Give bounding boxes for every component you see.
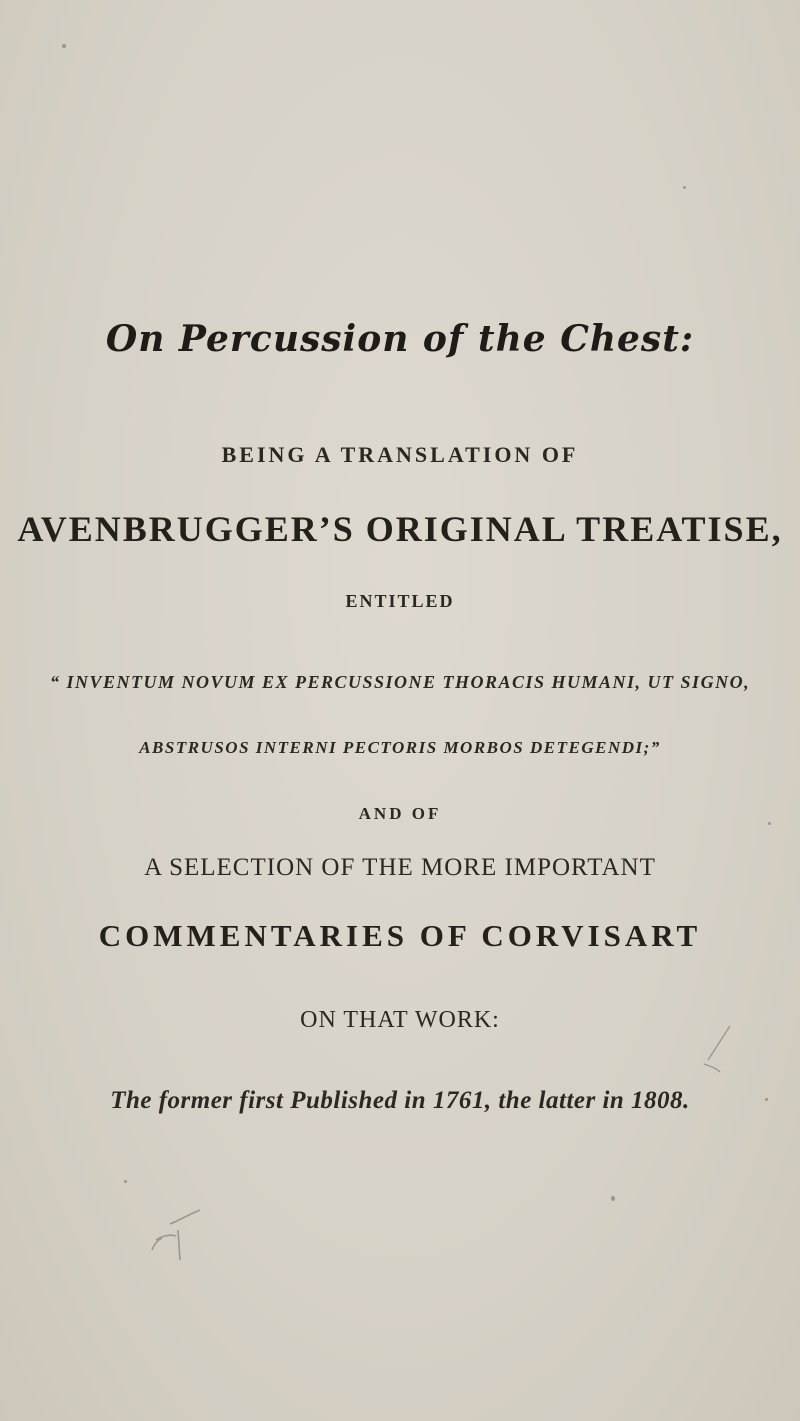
treatise-line: AVENBRUGGER’S ORIGINAL TREATISE, <box>17 509 783 549</box>
on-that-work-line: ON THAT WORK: <box>300 1007 500 1033</box>
paper-speck <box>765 1098 768 1101</box>
selection-line: A SELECTION OF THE MORE IMPORTANT <box>144 854 656 881</box>
book-title: On Percussion of the Chest: <box>105 318 695 360</box>
paper-speck <box>62 44 66 48</box>
entitled-line: ENTITLED <box>345 591 455 611</box>
paper-speck <box>768 822 771 825</box>
pencil-mark <box>690 1020 740 1090</box>
publication-dates-line: The former first Published in 1761, the latter in 1808. <box>110 1087 690 1114</box>
latin-title-line-1: “ INVENTUM NOVUM EX PERCUSSIONE THORACIS HUMANI, UT SIGNO, <box>49 672 751 692</box>
paper-speck <box>611 1196 615 1201</box>
translation-line: BEING A TRANSLATION OF <box>221 442 579 467</box>
paper-speck <box>683 186 686 189</box>
latin-title-line-2: ABSTRUSOS INTERNI PECTORIS MORBOS DETEGENDI;” <box>139 738 661 757</box>
and-of-line: AND OF <box>358 804 442 823</box>
commentaries-line: COMMENTARIES OF CORVISART <box>98 918 702 953</box>
paper-speck <box>124 1180 127 1183</box>
pencil-mark <box>140 1200 220 1280</box>
